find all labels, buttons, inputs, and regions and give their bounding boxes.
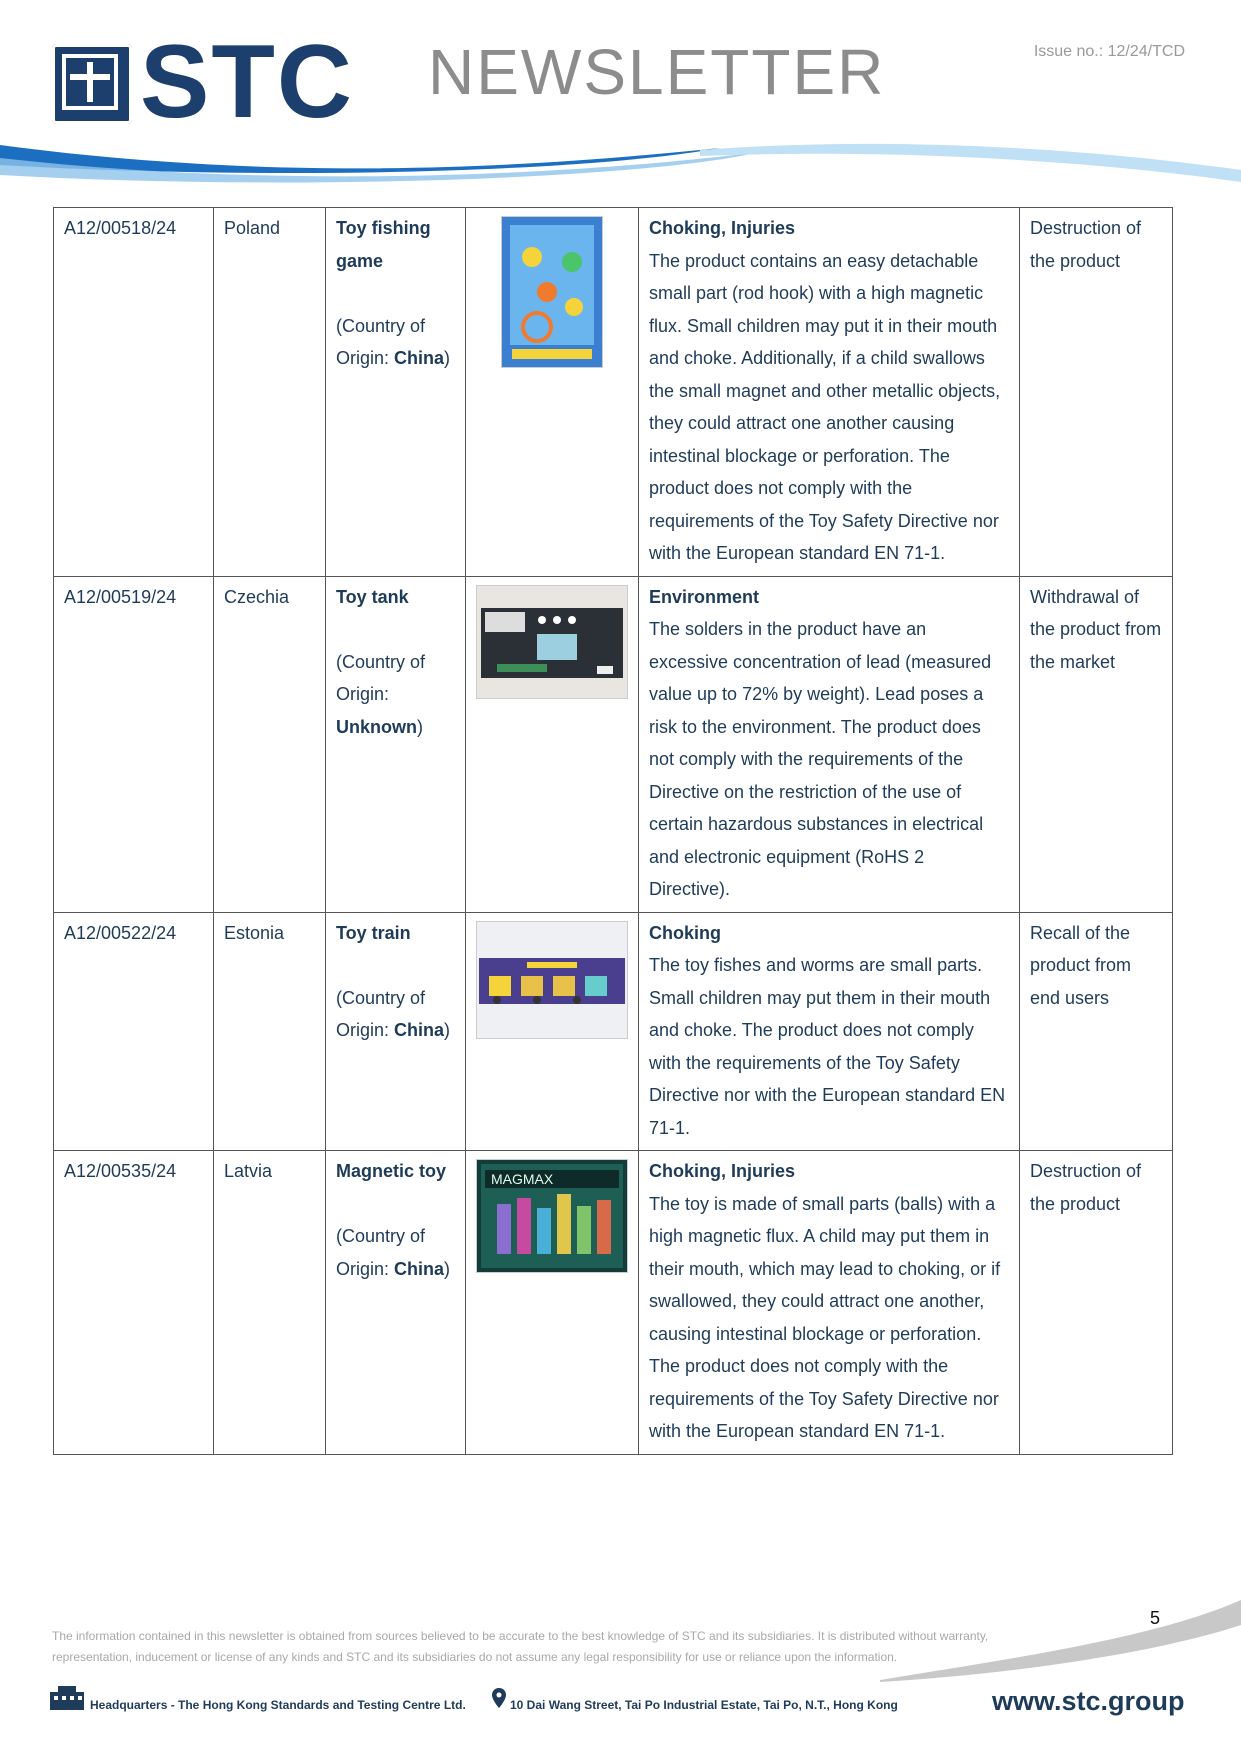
product-name: Toy tank: [336, 586, 409, 607]
measure-cell: [1020, 576, 1173, 912]
measure-cell: [1020, 1151, 1173, 1455]
country-text: Estonia: [224, 922, 285, 943]
origin-prefix: (Country of Origin:: [336, 1226, 426, 1279]
country-text: Czechia: [224, 586, 290, 607]
product-cell: [326, 912, 466, 1151]
notifying-country: [214, 1151, 326, 1455]
recall-table: [53, 207, 1173, 1455]
product-image-cell: [466, 576, 639, 912]
measure-cell: [1020, 208, 1173, 577]
country-text: Poland: [224, 218, 281, 238]
location-pin-icon: [492, 1688, 506, 1708]
toy-fishing-game-image: [501, 216, 603, 368]
website-link[interactable]: www.stc.group: [992, 1686, 1185, 1716]
hazard-cell: [639, 208, 1020, 577]
origin-prefix: (Country of Origin:: [336, 651, 426, 704]
reference-number-text: A12/00522/24: [64, 922, 177, 943]
magnetic-toy-image: [476, 1159, 628, 1273]
reference-number: [54, 576, 214, 912]
measure-text: Destruction of the product: [1030, 218, 1142, 271]
hazard-cell: [639, 1151, 1020, 1455]
notifying-country: [214, 208, 326, 577]
origin-country: China: [394, 1020, 445, 1040]
newsletter-title: NEWSLETTER: [428, 36, 886, 108]
hazard-title: Choking, Injuries: [649, 218, 796, 238]
toy-tank-image: [476, 585, 628, 699]
origin-country: China: [394, 348, 445, 368]
stc-logo-icon: [52, 44, 132, 124]
product-image-cell: [466, 208, 639, 577]
product-cell: [326, 1151, 466, 1455]
newsletter-header: [0, 0, 1241, 200]
page-number: 5: [1150, 1608, 1161, 1628]
notifying-country: [214, 576, 326, 912]
hazard-description: The toy is made of small parts (balls) with a high magnetic flux. A child may put them in their mouth, which may lead to choking, or if swallowed, they could attract one another, causing intestinal blockage or perforation. The product does not comply with the requirements of the Toy Safety Directive nor with the European standard EN 71-1.: [649, 1193, 1001, 1441]
origin-country: Unknown: [336, 716, 417, 737]
product-image-cell: [466, 1151, 639, 1455]
hazard-description: The product contains an easy detachable small part (rod hook) with a high magnetic flux. Small children may put it in their mouth and choke. Additionally, if a child swallows the small magnet and other metallic objects, they could attract one another causing intestinal blockage or perforation. The product does not comply with the requirements of the Toy Safety Directive nor with the European standard EN 71-1.: [649, 250, 1001, 563]
reference-number: [54, 208, 214, 577]
origin-suffix: ): [444, 348, 451, 368]
address-label: 10 Dai Wang Street, Tai Po Industrial Estate, Tai Po, N.T., Hong Kong: [510, 1698, 898, 1712]
product-image-cell: [466, 912, 639, 1151]
origin-suffix: ): [417, 716, 423, 737]
origin-prefix: (Country of Origin:: [336, 315, 426, 368]
issue-number: Issue no.: 12/24/TCD: [1033, 43, 1185, 60]
svg-text:MAGMAX: MAGMAX: [491, 1171, 554, 1187]
disclaimer: The information contained in this newsletter is obtained from sources believed to be accurate to the best knowledge of STC and its subsidiaries. It is distributed without warranty, representation, inducement or license of any kinds and STC and its subsidiaries do not assume any legal responsibility for use or reliance upon the information.: [52, 1629, 989, 1664]
product-cell: [326, 576, 466, 912]
footer: [48, 1682, 1198, 1722]
reference-number-text: A12/00535/24: [64, 1161, 177, 1181]
origin-suffix: ): [444, 1258, 451, 1279]
hazard-description: The solders in the product have an excessive concentration of lead (measured value up to 72% by weight). Lead poses a risk to the environment. The product does not comply with the requirements of the Directive on the restriction of the use of certain hazardous substances in electrical and electronic equipment (RoHS 2 Directive).: [649, 619, 992, 899]
reference-number: [54, 912, 214, 1151]
table-row: [54, 208, 1173, 577]
measure-text: Recall of the product from end users: [1030, 922, 1132, 1008]
hazard-cell: [639, 912, 1020, 1151]
product-name: Toy fishing game: [336, 218, 431, 271]
measure-text: Destruction of the product: [1030, 1161, 1142, 1214]
reference-number: [54, 1151, 214, 1455]
origin-country: China: [394, 1258, 445, 1279]
product-cell: [326, 208, 466, 577]
country-text: Latvia: [224, 1161, 273, 1181]
header-swoosh-graphic: [0, 130, 1241, 200]
building-icon: [48, 1686, 86, 1712]
measure-cell: [1020, 912, 1173, 1151]
hazard-title: Choking, Injuries: [649, 1161, 796, 1181]
headquarters-label: Headquarters - The Hong Kong Standards and Testing Centre Ltd.: [90, 1698, 466, 1712]
table-row: [54, 912, 1173, 1151]
toy-train-image: [476, 921, 628, 1039]
table-row: [54, 576, 1173, 912]
hazard-cell: [639, 576, 1020, 912]
notifying-country: [214, 912, 326, 1151]
reference-number-text: A12/00518/24: [64, 218, 177, 238]
origin-prefix: (Country of Origin:: [336, 987, 426, 1040]
origin-suffix: ): [444, 1020, 451, 1040]
hazard-description: The toy fishes and worms are small parts. Small children may put them in their mouth and choke. The product does not comply with the requirements of the Toy Safety Directive nor with the European standard EN 71-1.: [649, 955, 1006, 1138]
reference-number-text: A12/00519/24: [64, 586, 177, 607]
product-name: Magnetic toy: [336, 1161, 447, 1181]
hazard-title: Environment: [649, 586, 760, 607]
measure-text: Withdrawal of the product from the market: [1030, 586, 1162, 672]
stc-logo-text: STC: [140, 24, 354, 140]
product-name: Toy train: [336, 922, 411, 943]
table-row: [54, 1151, 1173, 1455]
hazard-title: Choking: [649, 922, 721, 943]
